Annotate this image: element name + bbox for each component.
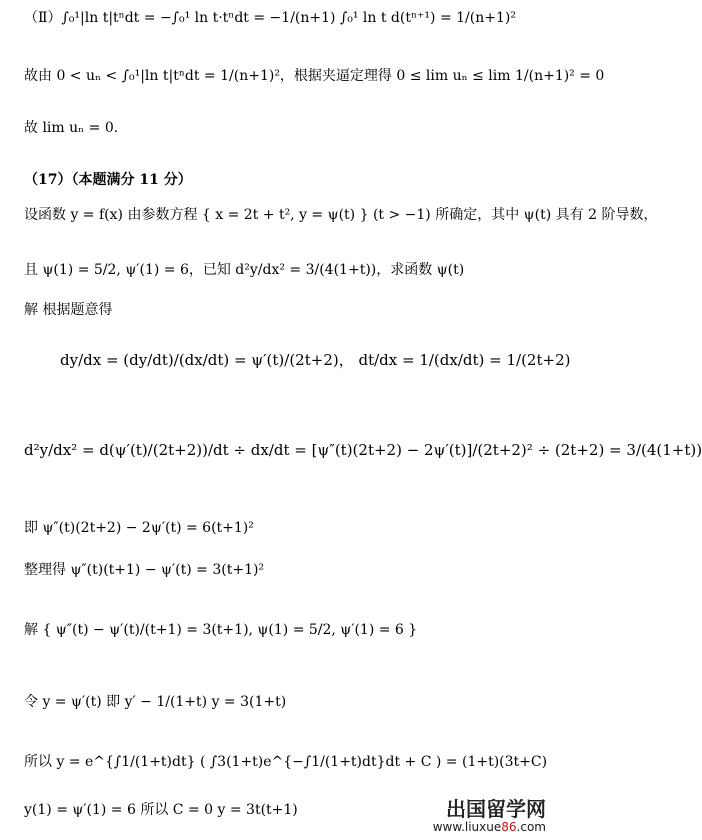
- watermark-url-prefix: www.liuxue: [432, 820, 502, 834]
- problem-17-conditions: 且 ψ(1) = 5/2, ψ′(1) = 6，已知 d²y/dx² = 3/(4(1+t))，求函数 ψ(t): [24, 262, 465, 278]
- first-derivative-line: dy/dx = (dy/dt)/(dx/dt) = ψ′(t)/(2t+2)， dt/dx = 1/(dx/dt) = 1/(2t+2): [60, 351, 571, 369]
- final-answer-line: y(1) = ψ′(1) = 6 所以 C = 0 y = 3t(t+1): [24, 802, 298, 818]
- substitution-line: 令 y = ψ′(t) 即 y′ − 1/(1+t) y = 3(1+t): [24, 694, 287, 710]
- problem-17-heading: （17）（本题满分 11 分）: [24, 172, 192, 188]
- equation-line: 即 ψ″(t)(2t+2) − 2ψ′(t) = 6(t+1)²: [24, 520, 254, 536]
- site-watermark: [396, 798, 546, 838]
- problem-17-statement: 设函数 y = f(x) 由参数方程 { x = 2t + t², y = ψ(t) } (t > −1) 所确定，其中 ψ(t) 具有 2 阶导数，: [24, 207, 658, 223]
- limit-conclusion-line: 故 lim uₙ = 0.: [24, 120, 119, 136]
- general-solution-line: 所以 y = e^{∫1/(1+t)dt} ( ∫3(1+t)e^{−∫1/(1+t)dt}dt + C ) = (1+t)(3t+C): [24, 754, 548, 770]
- solution-intro: 解 根据题意得: [24, 302, 113, 318]
- watermark-url-number: 86: [501, 820, 517, 834]
- system-line: 解 { ψ″(t) − ψ′(t)/(t+1) = 3(t+1), ψ(1) = 5/2, ψ′(1) = 6 }: [24, 622, 418, 638]
- watermark-url: [396, 820, 546, 834]
- watermark-title: 出国留学网: [446, 797, 546, 821]
- squeeze-theorem-line: 故由 0 < uₙ < ∫₀¹|ln t|tⁿdt = 1/(n+1)²，根据夹逼定理得 0 ≤ lim uₙ ≤ lim 1/(n+1)² = 0: [24, 68, 605, 84]
- part-ii-integral-line: （Ⅱ）∫₀¹|ln t|tⁿdt = −∫₀¹ ln t·tⁿdt = −1/(n+1) ∫₀¹ ln t d(tⁿ⁺¹) = 1/(n+1)²: [24, 10, 516, 26]
- second-derivative-line: d²y/dx² = d(ψ′(t)/(2t+2))/dt ÷ dx/dt = [ψ″(t)(2t+2) − 2ψ′(t)]/(2t+2)² ÷ (2t+2) = 3/(4(1+t)): [24, 441, 702, 459]
- simplified-equation-line: 整理得 ψ″(t)(t+1) − ψ′(t) = 3(t+1)²: [24, 562, 265, 578]
- watermark-url-suffix: .com: [516, 820, 546, 834]
